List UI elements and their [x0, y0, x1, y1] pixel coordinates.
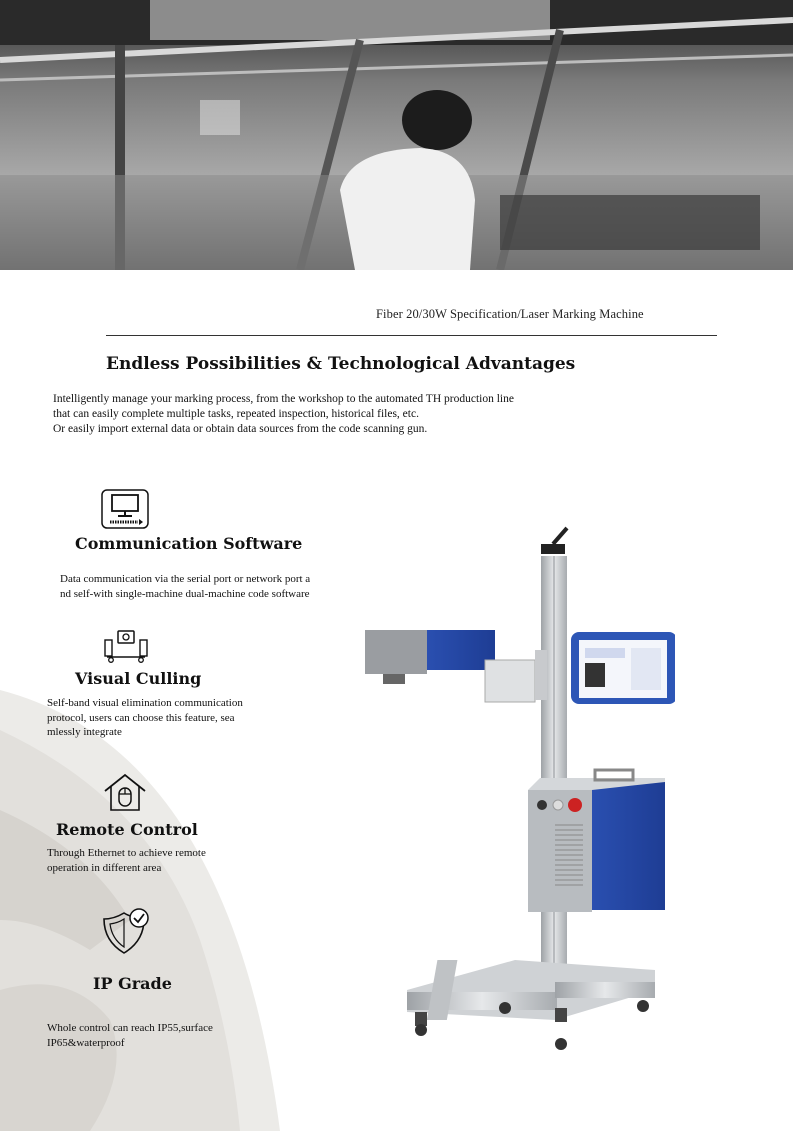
laser-marking-machine-image: [355, 520, 675, 1060]
feature-title-remote: Remote Control: [56, 820, 198, 839]
feature-desc-line: protocol, users can choose this feature, sea: [47, 711, 235, 724]
feature-desc-line: nd self-with single-machine dual-machine code software: [60, 587, 310, 600]
hero-photo: [0, 0, 793, 270]
spec-line: Fiber 20/30W Specification/Laser Marking Machine: [376, 307, 644, 321]
feature-desc-remote: [47, 846, 206, 875]
intro-line: Intelligently manage your marking process, from the workshop to the automated TH production line: [53, 393, 514, 405]
page-title: Endless Possibilities & Technological Advantages: [106, 354, 576, 374]
home-mouse-icon: [102, 772, 148, 812]
feature-desc-line: Self-band visual elimination communication: [47, 697, 243, 709]
intro-line: that can easily complete multiple tasks, repeated inspection, historical files, etc.: [53, 408, 419, 420]
feature-desc-line: mlessly integrate: [47, 726, 122, 738]
globe-background: [0, 690, 300, 1131]
feature-title-visual: Visual Culling: [75, 669, 202, 688]
camera-inspection-icon: [103, 628, 149, 664]
shield-check-icon: [100, 907, 150, 957]
feature-desc-line: Whole control can reach IP55,surface: [47, 1022, 213, 1034]
intro-line: Or easily import external data or obtain data sources from the code scanning gun.: [53, 423, 428, 435]
feature-desc-line: Through Ethernet to achieve remote: [47, 847, 206, 859]
feature-desc-communication: [60, 572, 310, 601]
factory-worker-photo: [0, 0, 793, 270]
feature-title-ip: IP Grade: [93, 974, 172, 993]
feature-desc-line: Data communication via the serial port or network port a: [60, 573, 311, 585]
feature-desc-line: operation in different area: [47, 861, 162, 874]
feature-desc-ip: [47, 1021, 213, 1050]
feature-desc-line: IP65&waterproof: [47, 1036, 125, 1049]
monitor-icon: [101, 489, 149, 529]
feature-title-communication: Communication Software: [75, 534, 303, 553]
intro-text: [53, 392, 653, 437]
divider: [106, 335, 717, 336]
feature-desc-visual: [47, 696, 243, 740]
